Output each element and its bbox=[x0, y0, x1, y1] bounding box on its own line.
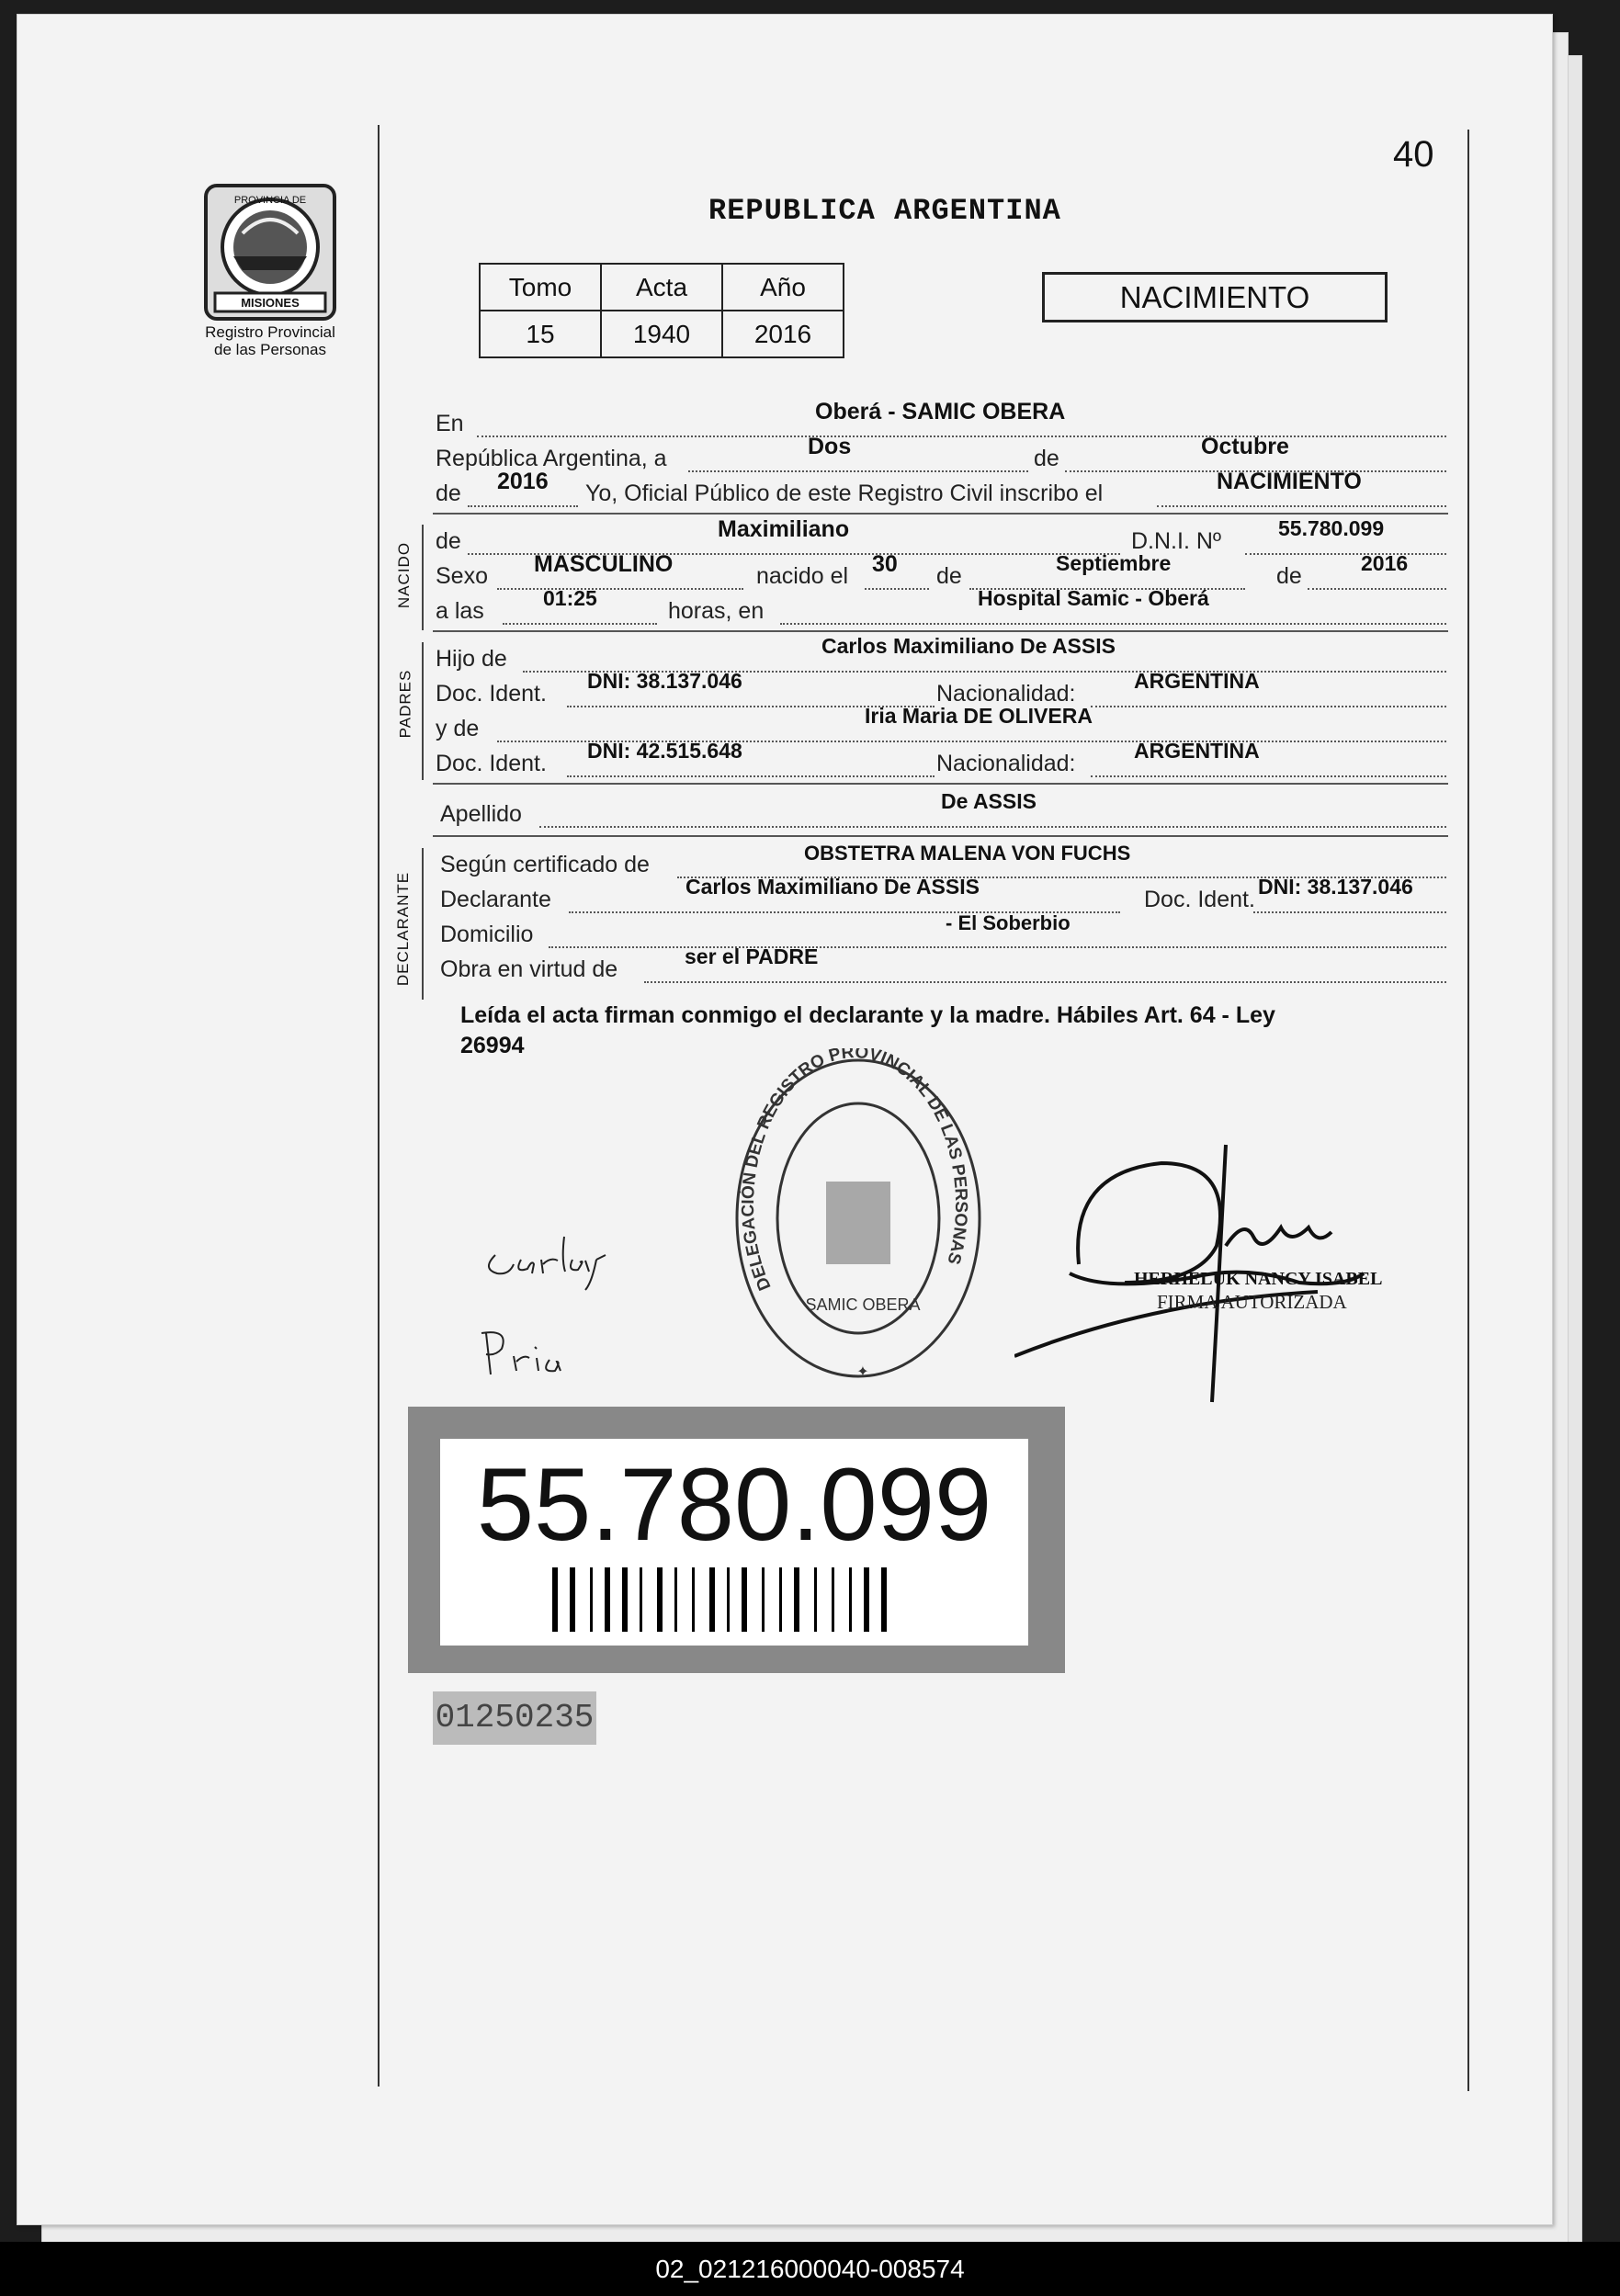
separator-line bbox=[433, 835, 1448, 837]
record-type-box: NACIMIENTO bbox=[1042, 272, 1388, 322]
de-label: de bbox=[1276, 563, 1302, 589]
section-bracket bbox=[422, 525, 424, 630]
dotted-line bbox=[1308, 588, 1446, 590]
sexo-value: MASCULINO bbox=[534, 551, 674, 577]
hijo-label: Hijo de bbox=[436, 646, 507, 672]
nac1-label: Nacionalidad: bbox=[936, 681, 1076, 707]
declarante-value: Carlos Maximiliano De ASSIS bbox=[685, 875, 980, 899]
section-bracket bbox=[422, 642, 424, 780]
apellido-value: De ASSIS bbox=[941, 789, 1037, 813]
obra-label: Obra en virtud de bbox=[440, 956, 618, 982]
dotted-line bbox=[539, 826, 1446, 828]
birth-year-value: 2016 bbox=[1361, 551, 1409, 575]
dotted-line bbox=[503, 623, 657, 625]
barcode-number: 55.780.099 bbox=[476, 1447, 992, 1562]
svg-text:SAMIC OBERA: SAMIC OBERA bbox=[805, 1295, 921, 1314]
dotted-line bbox=[644, 981, 1446, 983]
obra-value: ser el PADRE bbox=[685, 944, 819, 968]
sexo-label: Sexo bbox=[436, 563, 488, 589]
dotted-line bbox=[549, 946, 1446, 948]
svg-text:DELEGACIÓN DEL REGISTRO PROVIN: DELEGACIÓN DEL REGISTRO PROVINCIAL DE LAS PERSONAS bbox=[738, 1048, 971, 1294]
svg-text:FIRMA AUTORIZADA: FIRMA AUTORIZADA bbox=[1157, 1291, 1347, 1313]
table-header: Año bbox=[722, 264, 844, 311]
dotted-line bbox=[567, 775, 935, 777]
registry-name bbox=[178, 323, 362, 358]
signature-declarante bbox=[477, 1218, 651, 1292]
table-header: Acta bbox=[601, 264, 722, 311]
separator-line bbox=[433, 513, 1448, 515]
en-label: En bbox=[436, 411, 464, 436]
province-seal-logo bbox=[197, 178, 344, 325]
en-value: Oberá - SAMIC OBERA bbox=[815, 399, 1066, 424]
day-value: Dos bbox=[808, 434, 852, 459]
barcode-panel bbox=[440, 1439, 1028, 1646]
domicilio-value: - El Soberbio bbox=[946, 911, 1071, 934]
dotted-line bbox=[780, 623, 1446, 625]
svg-text:✦: ✦ bbox=[856, 1364, 869, 1380]
dotted-line bbox=[1245, 553, 1446, 555]
registry-line1: Registro Provincial bbox=[205, 323, 335, 341]
dni-value: 55.780.099 bbox=[1278, 516, 1385, 540]
dotted-line bbox=[1157, 505, 1446, 507]
document-title: REPUBLICA ARGENTINA bbox=[708, 194, 1061, 228]
place-value: Hospital Samic - Oberá bbox=[978, 586, 1209, 610]
nac2-label: Nacionalidad: bbox=[936, 751, 1076, 776]
table-cell: 1940 bbox=[601, 311, 722, 357]
nacido-label: nacido el bbox=[756, 563, 849, 589]
dotted-line bbox=[688, 470, 1028, 472]
year-value: 2016 bbox=[497, 469, 549, 494]
separator-line bbox=[433, 783, 1448, 785]
father-value: Carlos Maximiliano De ASSIS bbox=[821, 634, 1116, 658]
table-cell: 15 bbox=[480, 311, 601, 357]
yo-text: Yo, Oficial Público de este Registro Civil inscribo el bbox=[585, 481, 1104, 506]
closing-text-line1: Leída el acta firman conmigo el declarante y la madre. Hábiles Art. 64 - Ley bbox=[460, 1002, 1275, 1028]
yde-label: y de bbox=[436, 716, 480, 741]
svg-text:HERHELUK NANCY ISABEL: HERHELUK NANCY ISABEL bbox=[1134, 1269, 1383, 1289]
doc3-value: DNI: 38.137.046 bbox=[1258, 875, 1413, 899]
declarante-label: Declarante bbox=[440, 887, 551, 912]
dotted-line bbox=[477, 435, 1446, 437]
closing-text-line2: 26994 bbox=[460, 1033, 525, 1058]
birth-month-value: Septiembre bbox=[1056, 551, 1172, 575]
mother-value: Iria Maria DE OLIVERA bbox=[865, 704, 1093, 728]
record-table bbox=[479, 263, 844, 358]
dotted-line bbox=[1253, 911, 1446, 913]
doc2-label: Doc. Ident. bbox=[436, 751, 547, 776]
dotted-line bbox=[865, 588, 929, 590]
de-label: de bbox=[436, 528, 461, 554]
declarante-side-label: DECLARANTE bbox=[394, 871, 413, 987]
de-label: de bbox=[1034, 446, 1059, 471]
official-signature bbox=[1014, 1136, 1419, 1411]
padres-side-label: PADRES bbox=[396, 669, 414, 739]
serial-number: 01250235 bbox=[433, 1691, 596, 1745]
doc3-label: Doc. Ident. bbox=[1144, 887, 1255, 912]
footer-filename: 02_021216000040-008574 bbox=[0, 2242, 1620, 2296]
nac1-value: ARGENTINA bbox=[1134, 669, 1260, 693]
page-number: 40 bbox=[1393, 134, 1434, 175]
nacido-side-label: NACIDO bbox=[395, 541, 413, 609]
signature-mother bbox=[472, 1319, 610, 1393]
document-page bbox=[17, 14, 1553, 2225]
table-header: Tomo bbox=[480, 264, 601, 311]
apellido-label: Apellido bbox=[440, 801, 522, 827]
domicilio-label: Domicilio bbox=[440, 922, 534, 947]
registry-line2: de las Personas bbox=[214, 341, 326, 358]
right-margin-line bbox=[1467, 130, 1469, 2091]
barcode-label bbox=[408, 1407, 1065, 1673]
dotted-line bbox=[1091, 706, 1446, 707]
doc1-label: Doc. Ident. bbox=[436, 681, 547, 707]
separator-line bbox=[433, 630, 1448, 632]
time-value: 01:25 bbox=[543, 586, 597, 610]
left-margin-line bbox=[378, 125, 380, 2087]
doc1-value: DNI: 38.137.046 bbox=[587, 669, 742, 693]
nac2-value: ARGENTINA bbox=[1134, 739, 1260, 763]
segun-value: OBSTETRA MALENA VON FUCHS bbox=[804, 842, 1131, 865]
dotted-line bbox=[1091, 775, 1446, 777]
dotted-line bbox=[497, 588, 743, 590]
doc2-value: DNI: 42.515.648 bbox=[587, 739, 742, 763]
dotted-line bbox=[468, 505, 578, 507]
segun-label: Según certificado de bbox=[440, 852, 650, 877]
barcode-bars bbox=[552, 1567, 947, 1632]
official-stamp bbox=[725, 1048, 991, 1388]
de-label: de bbox=[436, 481, 461, 506]
svg-text:PROVINCIA DE: PROVINCIA DE bbox=[233, 195, 307, 206]
table-cell: 2016 bbox=[722, 311, 844, 357]
child-name-value: Maximiliano bbox=[718, 516, 850, 542]
de-label: de bbox=[936, 563, 962, 589]
dni-label: D.N.I. Nº bbox=[1131, 528, 1222, 554]
inscribo-value: NACIMIENTO bbox=[1217, 469, 1362, 494]
section-bracket bbox=[422, 848, 424, 1000]
horas-label: horas, en bbox=[668, 598, 765, 624]
svg-text:MISIONES: MISIONES bbox=[241, 296, 300, 310]
birth-day-value: 30 bbox=[872, 551, 898, 577]
alas-label: a las bbox=[436, 598, 484, 624]
month-value: Octubre bbox=[1201, 434, 1289, 459]
republica-label: República Argentina, a bbox=[436, 446, 667, 471]
